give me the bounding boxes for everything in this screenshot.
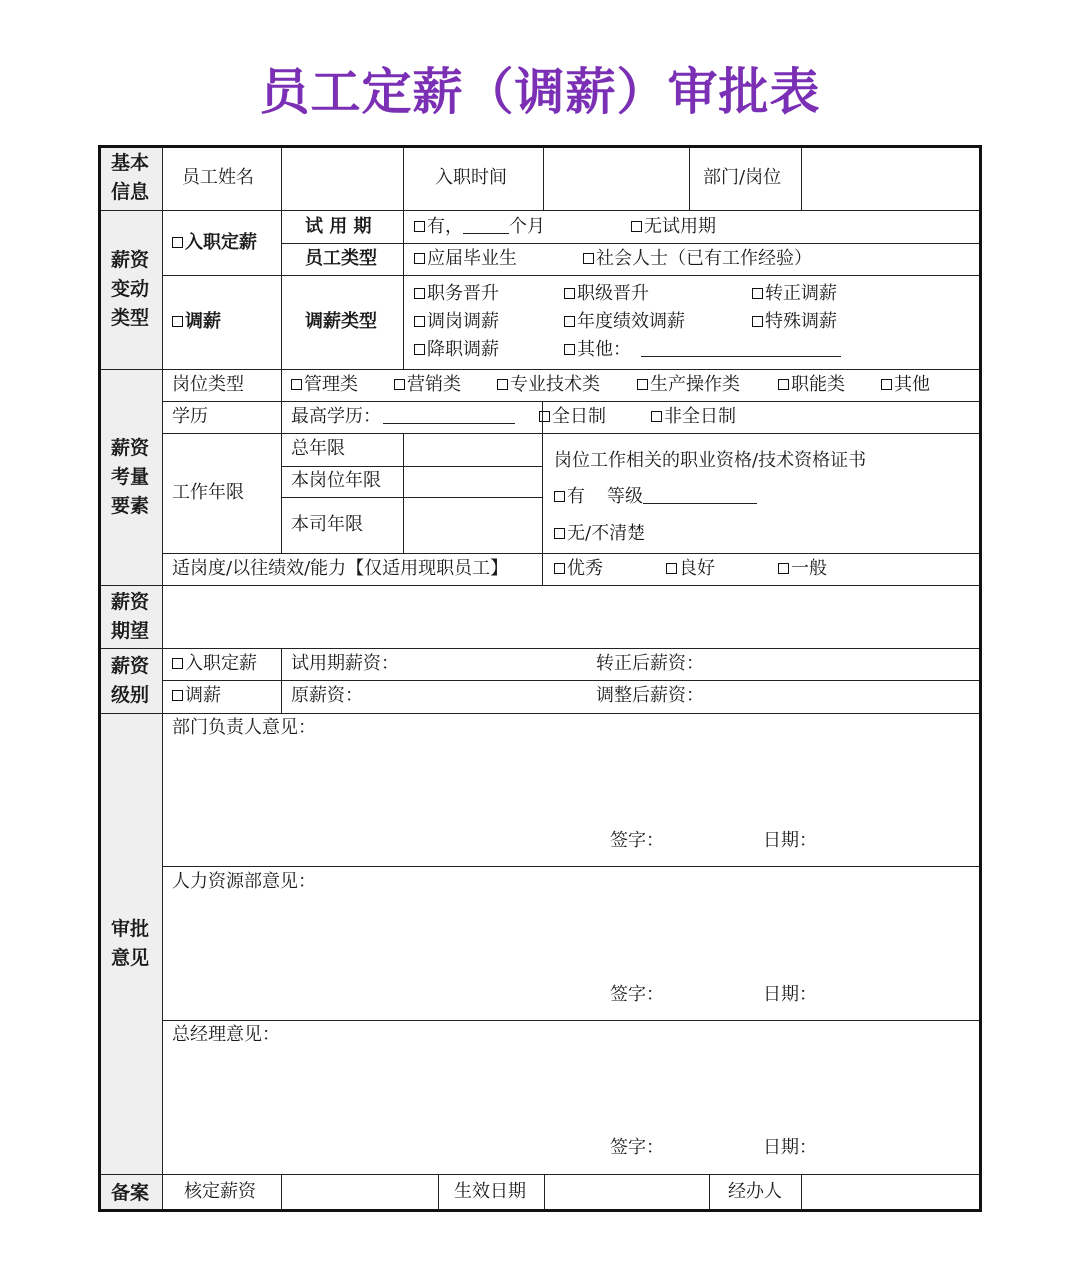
checkbox[interactable]: [651, 411, 662, 422]
graduate-option[interactable]: 应届毕业生: [414, 247, 517, 271]
certificate-level-blank[interactable]: [643, 487, 757, 504]
experienced-option[interactable]: 社会人士（已有工作经验）: [583, 247, 812, 271]
performance-option[interactable]: 优秀: [554, 557, 603, 581]
post-type-option[interactable]: 管理类: [291, 373, 358, 397]
checkbox[interactable]: [172, 658, 183, 669]
gm-date-label: 日期：: [763, 1137, 817, 1158]
highest-education-blank[interactable]: [383, 407, 515, 424]
company-years-field[interactable]: [404, 498, 541, 552]
checkbox[interactable]: [414, 344, 425, 355]
adjust-salary-option[interactable]: 调薪: [172, 310, 221, 334]
section-salary-level: 薪资级别: [98, 648, 162, 713]
checkbox[interactable]: [881, 379, 892, 390]
section-change-type: 薪资变动类型: [98, 210, 162, 369]
full-time-option[interactable]: 全日制: [539, 405, 606, 429]
post-type-option[interactable]: 其他: [881, 373, 930, 397]
part-time-option[interactable]: 非全日制: [651, 405, 736, 429]
handler-label: 经办人: [728, 1181, 782, 1202]
adjust-option[interactable]: 年度绩效调薪: [564, 310, 685, 334]
approved-salary-label: 核定薪资: [184, 1181, 256, 1202]
total-years-field[interactable]: [404, 434, 541, 465]
adjust-option[interactable]: 转正调薪: [752, 282, 837, 306]
other-reason-blank[interactable]: [641, 340, 841, 357]
effective-date-label: 生效日期: [454, 1181, 526, 1202]
education-label: 学历: [172, 406, 208, 427]
employee-type-label: 员工类型: [305, 248, 377, 269]
level-adjust-option[interactable]: 调薪: [172, 684, 221, 708]
approved-salary-field[interactable]: [282, 1175, 437, 1209]
dept-sign-label: 签字：: [610, 830, 664, 851]
checkbox[interactable]: [172, 237, 183, 248]
post-type-option[interactable]: 营销类: [394, 373, 461, 397]
post-years-label: 本岗位年限: [291, 470, 381, 491]
checkbox[interactable]: [172, 316, 183, 327]
checkbox[interactable]: [564, 344, 575, 355]
department-field[interactable]: [802, 146, 979, 209]
gm-opinion-field[interactable]: [163, 1049, 979, 1172]
approval-form: [98, 145, 982, 1212]
checkbox[interactable]: [583, 253, 594, 264]
post-years-field[interactable]: [404, 467, 541, 496]
join-date-field[interactable]: [544, 146, 688, 209]
adjust-type-label: 调薪类型: [305, 311, 377, 332]
checkbox[interactable]: [414, 221, 425, 232]
total-years-label: 总年限: [291, 438, 345, 459]
checkbox[interactable]: [539, 411, 550, 422]
adjust-option[interactable]: 降职调薪: [414, 338, 499, 362]
checkbox[interactable]: [414, 253, 425, 264]
adjust-option[interactable]: 调岗调薪: [414, 310, 499, 334]
work-years-label: 工作年限: [172, 482, 244, 503]
checkbox[interactable]: [554, 563, 565, 574]
employee-name-field[interactable]: [282, 146, 402, 209]
checkbox[interactable]: [752, 288, 763, 299]
checkbox[interactable]: [414, 316, 425, 327]
checkbox[interactable]: [564, 316, 575, 327]
post-type-option[interactable]: 专业技术类: [497, 373, 600, 397]
highest-education: 最高学历：: [291, 405, 515, 429]
adjust-option-other[interactable]: 其他：: [564, 338, 841, 362]
section-basic-info: 基本信息: [98, 145, 162, 210]
checkbox[interactable]: [564, 288, 575, 299]
certificate-yes-option[interactable]: 有 等级: [554, 485, 757, 509]
checkbox[interactable]: [637, 379, 648, 390]
performance-option[interactable]: 良好: [666, 557, 715, 581]
probation-yes-option[interactable]: 有， 个月: [414, 215, 545, 239]
post-type-label: 岗位类型: [172, 374, 244, 395]
hr-date-label: 日期：: [763, 984, 817, 1005]
post-type-option[interactable]: 生产操作类: [637, 373, 740, 397]
checkbox[interactable]: [554, 491, 565, 502]
regular-salary-label: 转正后薪资：: [596, 653, 704, 674]
checkbox[interactable]: [752, 316, 763, 327]
probation-salary-label: 试用期薪资：: [291, 653, 399, 674]
checkbox[interactable]: [778, 379, 789, 390]
no-probation-option[interactable]: 无试用期: [631, 215, 716, 239]
checkbox[interactable]: [554, 528, 565, 539]
section-approval: 审批意见: [98, 713, 162, 1174]
certificate-no-option[interactable]: 无/不清楚: [554, 522, 645, 546]
department-label: 部门/岗位: [703, 167, 782, 188]
gm-opinion-label: 总经理意见：: [172, 1024, 280, 1045]
section-expectation: 薪资期望: [98, 585, 162, 648]
checkbox[interactable]: [778, 563, 789, 574]
checkbox[interactable]: [497, 379, 508, 390]
probation-label: 试 用 期: [305, 216, 372, 237]
entry-salary-option[interactable]: 入职定薪: [172, 231, 257, 255]
original-salary-label: 原薪资：: [291, 685, 363, 706]
checkbox[interactable]: [666, 563, 677, 574]
company-years-label: 本司年限: [291, 514, 363, 535]
dept-date-label: 日期：: [763, 830, 817, 851]
hr-opinion-label: 人力资源部意见：: [172, 871, 316, 892]
section-factors: 薪资考量要素: [98, 369, 162, 585]
adjust-option[interactable]: 特殊调薪: [752, 310, 837, 334]
effective-date-field[interactable]: [545, 1175, 708, 1209]
hr-opinion-field[interactable]: [163, 896, 979, 1018]
checkbox[interactable]: [631, 221, 642, 232]
employee-name-label: 员工姓名: [182, 167, 254, 188]
section-record: 备案: [98, 1174, 162, 1212]
level-entry-option[interactable]: 入职定薪: [172, 652, 257, 676]
performance-option[interactable]: 一般: [778, 557, 827, 581]
performance-label: 适岗度/以往绩效/能力【仅适用现职员工】: [172, 558, 509, 579]
checkbox[interactable]: [172, 690, 183, 701]
dept-opinion-label: 部门负责人意见：: [172, 717, 316, 738]
adjust-option[interactable]: 职务晋升: [414, 282, 499, 306]
page-title: 员工定薪（调薪）审批表: [259, 63, 821, 121]
checkbox[interactable]: [394, 379, 405, 390]
probation-months-blank[interactable]: [463, 217, 509, 234]
adjust-option[interactable]: 职级晋升: [564, 282, 649, 306]
hr-sign-label: 签字：: [610, 984, 664, 1005]
salary-expectation-field[interactable]: [163, 586, 979, 647]
adjusted-salary-label: 调整后薪资：: [596, 685, 704, 706]
dept-opinion-field[interactable]: [163, 742, 979, 864]
post-type-option[interactable]: 职能类: [778, 373, 845, 397]
certificate-title: 岗位工作相关的职业资格/技术资格证书: [554, 450, 867, 471]
checkbox[interactable]: [291, 379, 302, 390]
join-date-label: 入职时间: [435, 167, 507, 188]
checkbox[interactable]: [414, 288, 425, 299]
handler-field[interactable]: [802, 1175, 979, 1209]
gm-sign-label: 签字：: [610, 1137, 664, 1158]
